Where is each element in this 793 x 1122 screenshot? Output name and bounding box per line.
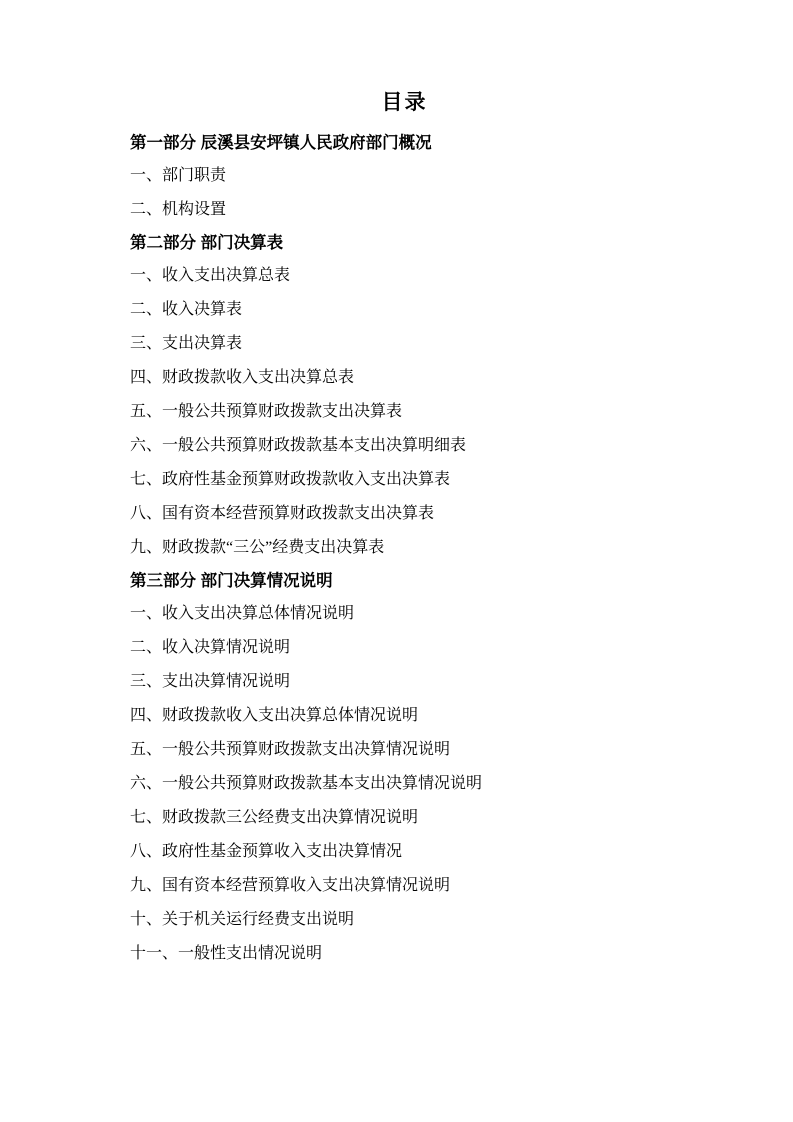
toc-entry[interactable]: 二、收入决算表: [130, 300, 243, 318]
toc-entry[interactable]: 四、财政拨款收入支出决算总表: [130, 368, 355, 386]
toc-entry[interactable]: 十一、一般性支出情况说明: [130, 944, 323, 962]
toc-entry[interactable]: 二、机构设置: [130, 200, 227, 218]
toc-section-heading: 第一部分 辰溪县安坪镇人民政府部门概况: [130, 134, 432, 152]
toc-entry[interactable]: 五、一般公共预算财政拨款支出决算情况说明: [130, 740, 451, 758]
toc-entry[interactable]: 五、一般公共预算财政拨款支出决算表: [130, 402, 403, 420]
toc-section: [130, 232, 697, 560]
page-title: 目录: [381, 91, 428, 114]
toc-section: [130, 570, 697, 966]
toc-entry[interactable]: 七、财政拨款三公经费支出决算情况说明: [130, 808, 419, 826]
toc-entry[interactable]: 一、收入支出决算总体情况说明: [130, 604, 355, 622]
toc-entry[interactable]: 六、一般公共预算财政拨款基本支出决算明细表: [130, 436, 467, 454]
toc-entry[interactable]: 八、国有资本经营预算财政拨款支出决算表: [130, 504, 435, 522]
toc-entry[interactable]: 三、支出决算表: [130, 334, 243, 352]
toc-entry[interactable]: 九、财政拨款“三公”经费支出决算表: [130, 538, 385, 556]
toc-entry[interactable]: 八、政府性基金预算收入支出决算情况: [130, 842, 403, 860]
toc-section: [130, 132, 697, 222]
toc-entry[interactable]: 二、收入决算情况说明: [130, 638, 291, 656]
toc-entry[interactable]: 一、收入支出决算总表: [130, 266, 291, 284]
toc-entry[interactable]: 六、一般公共预算财政拨款基本支出决算情况说明: [130, 774, 483, 792]
toc-entry[interactable]: 九、国有资本经营预算收入支出决算情况说明: [130, 876, 451, 894]
toc-entry[interactable]: 一、部门职责: [130, 166, 227, 184]
toc-entry[interactable]: 十、关于机关运行经费支出说明: [130, 910, 355, 928]
toc-section-heading: 第二部分 部门决算表: [130, 233, 284, 252]
toc-entry[interactable]: 七、政府性基金预算财政拨款收入支出决算表: [130, 470, 451, 488]
toc-section-heading: 第三部分 部门决算情况说明: [130, 571, 333, 590]
toc-entry[interactable]: 四、财政拨款收入支出决算总体情况说明: [130, 706, 419, 724]
toc-entry[interactable]: 三、支出决算情况说明: [130, 672, 291, 690]
